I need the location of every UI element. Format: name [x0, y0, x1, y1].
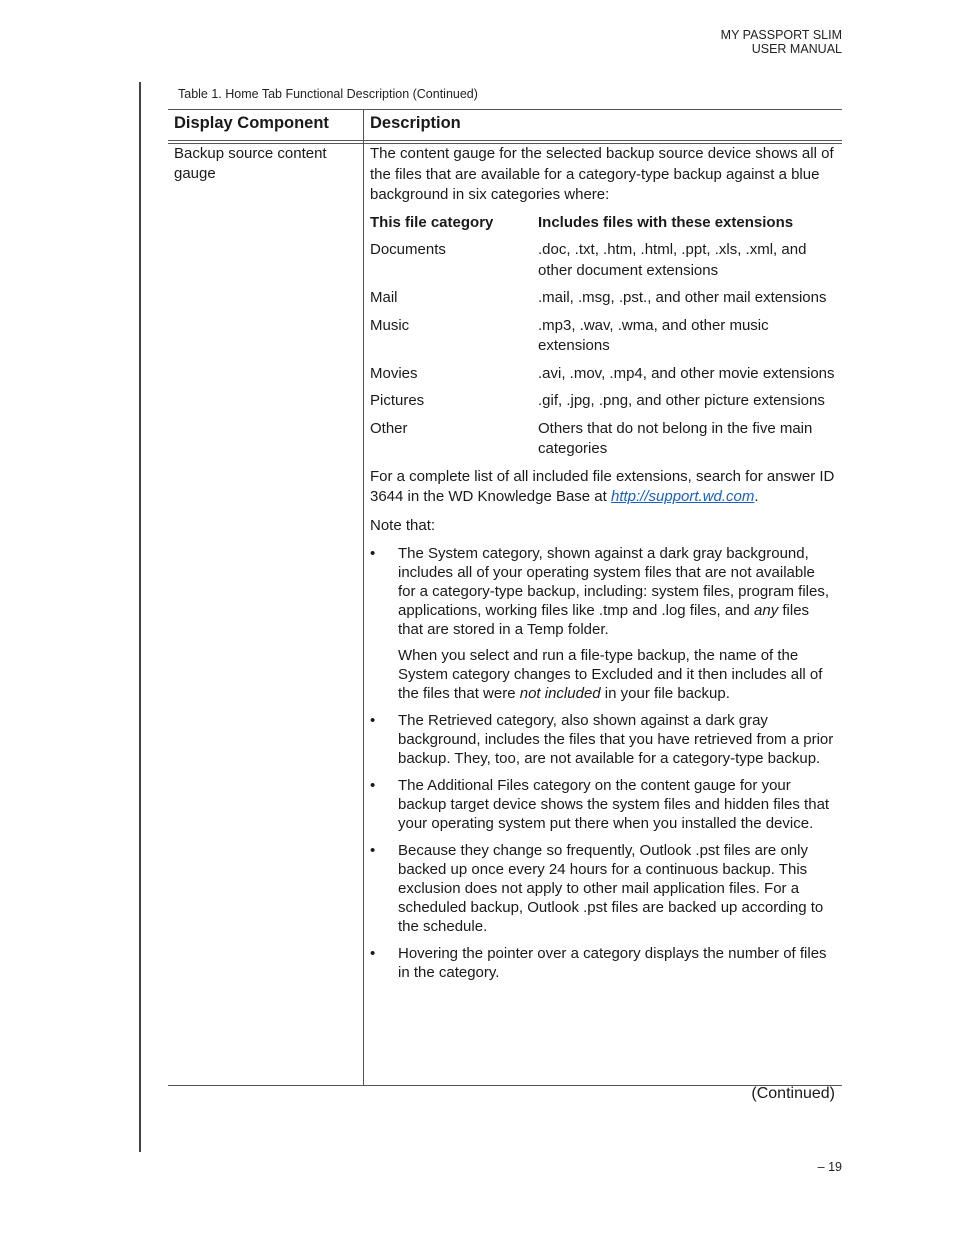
component-description — [370, 144, 836, 982]
bullet: • — [370, 945, 376, 962]
note-emphasis: not included — [519, 685, 601, 702]
component-name: Backup source content gauge — [174, 145, 327, 182]
bullet: • — [370, 842, 376, 859]
category-name: Pictures — [370, 392, 425, 409]
category-name: Music — [370, 316, 410, 334]
complete-list-period: . — [754, 488, 759, 505]
category-extensions: .doc, .txt, .htm, .html, .ppt, .xls, .xml, and other document extensions — [538, 241, 807, 279]
note-additional-files: The Additional Files category on the content gauge for your backup target device shows the system files and hidden files that your operating system put there when you installed the device. — [398, 777, 830, 832]
category-extensions: .gif, .jpg, .png, and other picture extensions — [538, 392, 825, 409]
note-retrieved-category: The Retrieved category, also shown against a dark gray background, includes the files that you have retrieved from a prior backup. They, too, are not available for a category-type backup. — [398, 712, 834, 767]
header-product-name: MY PASSPORT SLIM — [720, 28, 842, 42]
note-text: The System category, shown against a dark gray background, includes all of your operating system files that are not available for a category-type backup, including: system files, program files, applications, working files like .tmp and .log files, and — [398, 545, 830, 619]
extensions-header: Includes files with these extensions — [538, 213, 794, 231]
note-text: files that are stored in a Temp folder. — [398, 602, 810, 638]
list-item — [370, 711, 836, 768]
table-caption: Table 1. Home Tab Functional Description (Continued) — [178, 87, 478, 101]
complete-list-text: For a complete list of all included file extensions, search for answer ID 3644 in the WD Knowledge Base at — [370, 467, 835, 505]
category-extensions: .avi, .mov, .mp4, and other movie extensions — [538, 364, 835, 382]
list-item — [370, 544, 836, 703]
bullet: • — [370, 545, 376, 562]
category-name: Other — [370, 419, 408, 437]
gauge-intro: The content gauge for the selected backup source device shows all of the files that are available for a category-type backup against a blue background in six categories where: — [370, 145, 834, 203]
note-intro: Note that: — [370, 516, 436, 534]
category-name: Documents — [370, 241, 446, 258]
functional-description-table — [168, 109, 842, 1086]
note-text: in your file backup. — [600, 685, 730, 702]
category-name: Movies — [370, 364, 418, 382]
margin-change-bar — [139, 82, 141, 1152]
category-header: This file category — [370, 213, 494, 231]
column-header-display-component: Display Component — [174, 114, 329, 132]
note-emphasis: any — [754, 602, 779, 619]
category-name: Mail — [370, 289, 398, 306]
column-header-description: Description — [370, 114, 461, 132]
list-item — [370, 841, 836, 936]
header-document-name: USER MANUAL — [751, 42, 842, 56]
page-number: – 19 — [817, 1160, 842, 1174]
complete-list-paragraph — [370, 467, 836, 508]
list-item — [370, 776, 836, 833]
support-link[interactable]: http://support.wd.com — [610, 488, 755, 505]
bullet: • — [370, 712, 376, 729]
continued-label: (Continued) — [751, 1085, 835, 1102]
list-item — [370, 944, 836, 982]
note-excluded-category — [398, 646, 836, 703]
note-outlook-pst: Because they change so frequently, Outlook .pst files are only backed up once every 24 hours for a continuous backup. This exclusion does not apply to other mail application files. For a scheduled backup, Outlook .pst files are backed up according to the schedule. — [398, 842, 824, 935]
header-rule — [168, 140, 842, 141]
category-extensions: .mail, .msg, .pst., and other mail extensions — [538, 289, 827, 306]
notes-list — [370, 544, 836, 982]
category-extensions: Others that do not belong in the five main categories — [538, 419, 813, 457]
category-extensions: .mp3, .wav, .wma, and other music extensions — [538, 316, 769, 354]
note-text: When you select and run a file-type backup, the name of the System category changes to Excluded and it then includes all of the files that were — [398, 647, 823, 702]
bullet: • — [370, 777, 376, 794]
column-divider — [363, 110, 364, 1085]
note-hover-pointer: Hovering the pointer over a category displays the number of files in the category. — [398, 945, 827, 981]
category-table — [370, 213, 836, 467]
note-system-category — [398, 544, 836, 639]
running-header — [721, 28, 842, 56]
